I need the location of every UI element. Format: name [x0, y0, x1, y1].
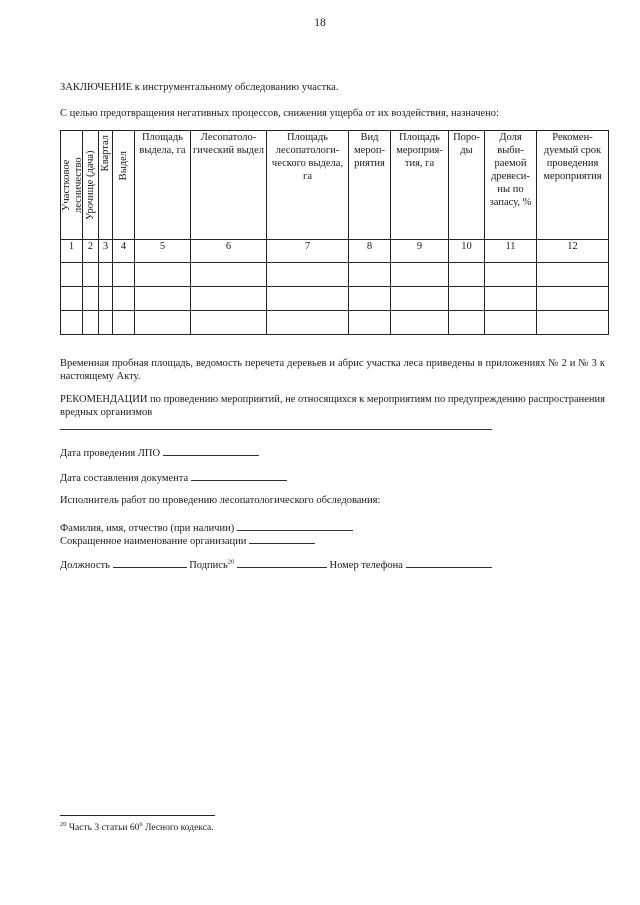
org-label: Сокращенное наименование организации — [60, 536, 247, 547]
fio-field[interactable] — [237, 519, 353, 531]
signature-label: Подпись — [189, 560, 228, 571]
position-field[interactable] — [113, 556, 187, 568]
table-header-row — [61, 131, 609, 240]
date-doc-field[interactable] — [191, 469, 287, 481]
date-lpo-label: Дата проведения ЛПО — [60, 448, 161, 459]
recommendations-text: РЕКОМЕНДАЦИИ по проведению мероприятий, не относящихся к мероприятиям по предупреждению распространения вредных организмов — [60, 394, 605, 418]
footnote-text-before: Часть 3 статьи 60 — [68, 823, 140, 833]
recommendations-line[interactable] — [60, 419, 492, 430]
column-number: 8 — [349, 240, 391, 263]
date-lpo-row — [60, 444, 259, 460]
intro-text: С целью предотвращения негативных процессов, снижения ущерба от их воздействия, назначено: — [60, 108, 499, 119]
org-field[interactable] — [249, 532, 315, 544]
footnote-article-superscript: 6 — [139, 820, 143, 828]
column-header: Рекомен-дуемый срок проведения мероприятия — [537, 131, 609, 240]
table-row-empty[interactable] — [61, 311, 609, 335]
table-row-empty[interactable] — [61, 287, 609, 311]
column-number: 3 — [99, 240, 113, 263]
column-header: Площадь лесопатологи-ческого выдела, га — [267, 131, 349, 240]
footnote-divider — [60, 815, 215, 816]
date-doc-label: Дата составления документа — [60, 473, 189, 484]
executor-heading: Исполнитель работ по проведению лесопатологического обследования: — [60, 495, 381, 506]
column-header: Поро-ды — [449, 131, 485, 240]
page-number: 18 — [314, 17, 326, 29]
column-header: Квартал — [99, 131, 113, 240]
measures-table — [60, 130, 609, 335]
column-header: Доля выби-раемой древеси-ны по запасу, % — [485, 131, 537, 240]
column-header: Вид мероп-риятия — [349, 131, 391, 240]
date-doc-row — [60, 469, 287, 485]
org-row — [60, 532, 315, 548]
signature-row — [60, 556, 492, 572]
column-number: 1 — [61, 240, 83, 263]
column-number: 6 — [191, 240, 267, 263]
column-number: 7 — [267, 240, 349, 263]
column-number: 9 — [391, 240, 449, 263]
footnote-number: 20 — [60, 820, 67, 828]
column-number: 5 — [135, 240, 191, 263]
column-header: Урочище (дача) — [83, 131, 99, 240]
signature-footnote-ref: 20 — [227, 558, 235, 566]
column-number: 12 — [537, 240, 609, 263]
appendix-note: Временная пробная площадь, ведомость перечета деревьев и абрис участка леса приведены в приложениях № 2 и № 3 к настоящему Акту. — [60, 358, 605, 382]
position-label: Должность — [60, 560, 110, 571]
column-number-row — [61, 240, 609, 263]
fio-label: Фамилия, имя, отчество (при наличии) — [60, 523, 235, 534]
column-number: 10 — [449, 240, 485, 263]
phone-label: Номер телефона — [329, 560, 403, 571]
date-lpo-field[interactable] — [163, 444, 259, 456]
column-header: Участковое лесничество — [61, 131, 83, 240]
column-header: Площадь выдела, га — [135, 131, 191, 240]
phone-field[interactable] — [406, 556, 492, 568]
signature-field[interactable] — [237, 556, 327, 568]
column-number: 2 — [83, 240, 99, 263]
column-number: 4 — [113, 240, 135, 263]
footnote-text-after: Лесного кодекса. — [145, 823, 214, 833]
column-header: Выдел — [113, 131, 135, 240]
conclusion-heading: ЗАКЛЮЧЕНИЕ к инструментальному обследованию участка. — [60, 82, 339, 93]
column-number: 11 — [485, 240, 537, 263]
footnote — [60, 822, 214, 835]
column-header: Площадь мероприя-тия, га — [391, 131, 449, 240]
table-row-empty[interactable] — [61, 263, 609, 287]
column-header: Лесопатоло-гический выдел — [191, 131, 267, 240]
